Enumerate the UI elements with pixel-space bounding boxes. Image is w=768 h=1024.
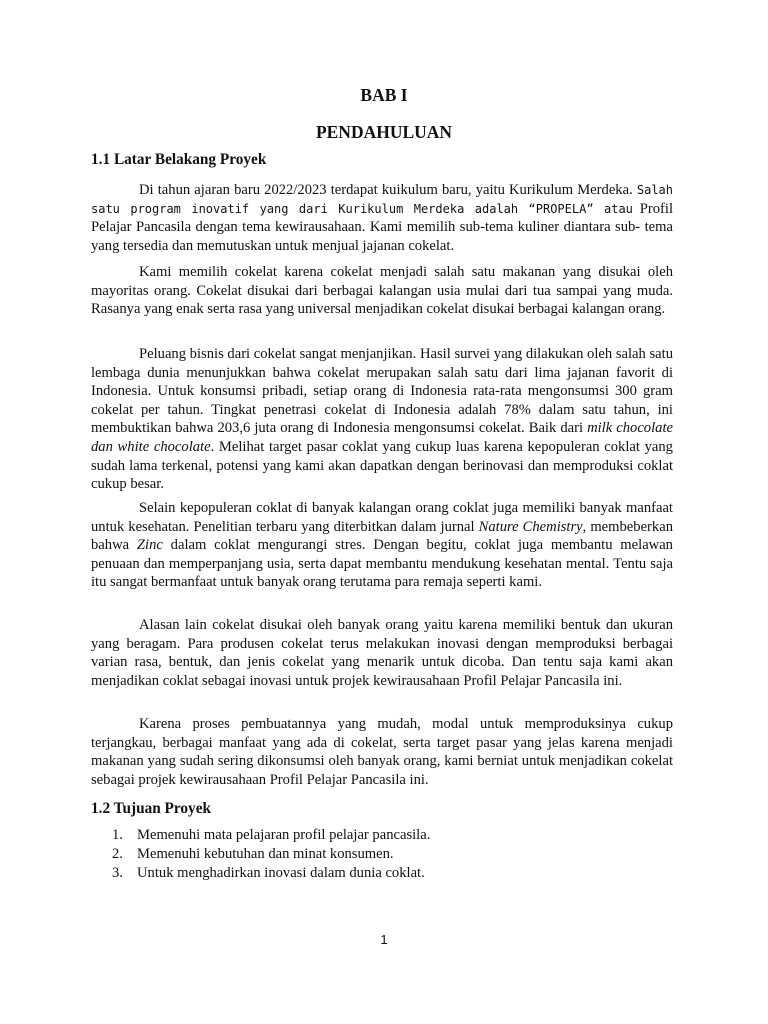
list-item: [91, 845, 673, 864]
list-item-text: Untuk menghadirkan inovasi dalam dunia coklat.: [137, 865, 425, 881]
paragraph-1-text-c: Profil Pelajar Pancasila dengan tema kewirausahaan. Kami memilih sub-tema kuliner diantara sub- tema yang tersedia dan memutuskan untuk menjual jajanan cokelat.: [91, 200, 673, 254]
paragraph-1-text-a: Di tahun ajaran baru 2022/2023 terdapat kuikulum baru, yaitu Kurikulum Merdeka.: [139, 182, 637, 198]
section-heading-background: 1.1 Latar Belakang Proyek: [91, 151, 267, 168]
paragraph-4-italic-journal: Nature Chemistry: [478, 518, 583, 535]
paragraph-3-text-a: Peluang bisnis dari cokelat sangat menjanjikan. Hasil survei yang dilakukan oleh salah satu lembaga dunia menunjukkan bahwa cokelat merupakan salah satu dari lima jajanan favorit di Indonesia. Untuk konsumsi pribadi, setiap orang di Indonesia rata-rata mengonsumsi 300 gram cokelat per tahun. Tingkat penetrasi cokelat di Indonesia adalah 78% dalam satu tahun, ini membuktikan bahwa 203,6 juta orang di Indonesia mengonsumsi cokelat. Baik dari: [91, 346, 673, 437]
chapter-label: BAB I: [360, 85, 408, 105]
list-item: [91, 864, 673, 883]
paragraph-6: Karena proses pembuatannya yang mudah, modal untuk memproduksinya cukup terjangkau, berbagai manfaat yang ada di cokelat, serta target pasar yang jelas karena menjadi makanan yang sudah sering dikonsumsi oleh banyak orang, kami berniat untuk menjadikan cokelat sebagai projek kewirausahaan Profil Pelajar Pancasila ini.: [91, 716, 673, 788]
paragraph-4-italic-zinc: Zinc: [136, 537, 163, 554]
paragraph-4-text-a: Selain kepopuleran coklat di banyak kalangan orang coklat juga memiliki banyak manfaat untuk kesehatan. Penelitian terbaru yang diterbitkan dalam jurnal: [91, 500, 673, 535]
list-item-number: 3.: [112, 865, 123, 881]
list-item-number: 1.: [112, 827, 123, 843]
list-item: [91, 826, 673, 845]
list-item-text: Memenuhi kebutuhan dan minat konsumen.: [137, 846, 394, 862]
paragraph-1-text-b: Salah satu program inovatif yang dari Kurikulum Merdeka adalah “PROPELA” atau: [91, 183, 673, 216]
paragraph-1: [91, 181, 673, 255]
paragraph-3: [91, 345, 673, 494]
paragraph-2: Kami memilih cokelat karena cokelat menjadi salah satu makanan yang disukai oleh mayoritas orang. Cokelat disukai dari berbagai kalangan usia mulai dari tua sampai yang muda. Rasanya yang enak serta rasa yang universal menjadikan cokelat disukai berbagai kalangan orang.: [91, 264, 673, 318]
paragraph-3-italic: milk chocolate dan white chocolate: [91, 420, 673, 455]
paragraph-4-text-b: , membeberkan bahwa: [91, 518, 673, 554]
list-item-number: 2.: [112, 846, 123, 862]
paragraph-4: [91, 499, 673, 592]
paragraph-3-text-b: . Melihat target pasar coklat yang cukup luas karena kepopuleran coklat yang sudah lama terkenal, potensi yang kami akan dapatkan dengan berinovasi dan memproduksi coklat cukup besar.: [91, 438, 673, 493]
section-heading-objectives: 1.2 Tujuan Proyek: [91, 800, 212, 817]
paragraph-5: Alasan lain cokelat disukai oleh banyak orang yaitu karena memiliki bentuk dan ukuran yang beragam. Para produsen cokelat terus melakukan inovasi dengan memproduksi berbagai varian rasa, bentuk, dan jenis cokelat yang menarik untuk dicoba. Dan tentu saja kami akan menjadikan coklat sebagai inovasi untuk projek kewirausahaan Profil Pelajar Pancasila ini.: [91, 617, 673, 689]
paragraph-4-text-c: dalam coklat mengurangi stres. Dengan begitu, coklat juga membantu melawan penuaan dan memperpanjang usia, serta dapat membantu mendukung kesehatan mental. Tentu saja itu sangat bermanfaat untuk banyak orang terutama para remaja seperti kami.: [91, 537, 673, 591]
page-number: 1: [380, 932, 388, 947]
objectives-list: [91, 826, 673, 883]
chapter-title: PENDAHULUAN: [315, 122, 453, 142]
list-item-text: Memenuhi mata pelajaran profil pelajar pancasila.: [137, 827, 431, 843]
